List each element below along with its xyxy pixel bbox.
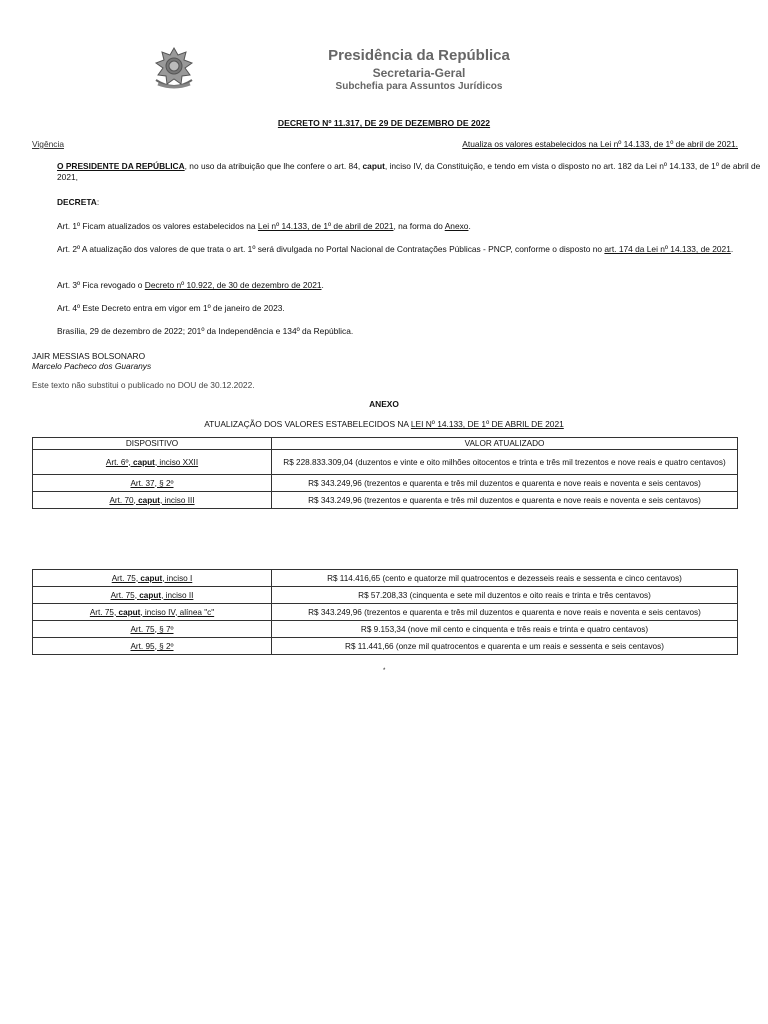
table-row (33, 638, 738, 655)
table-row (33, 475, 738, 492)
vigencia-link[interactable]: Vigência (32, 139, 64, 149)
dispositivo-inciso: , inciso I (162, 573, 193, 583)
valor-cell: R$ 9.153,34 (nove mil cento e cinquenta e três reais e trinta e quatro centavos) (272, 621, 738, 638)
preamble-president[interactable]: O PRESIDENTE DA REPÚBLICA (57, 161, 185, 171)
dispositivo-caput: caput (139, 590, 162, 600)
ementa-link[interactable]: Atualiza os valores estabelecidos na Lei nº 14.133, de 1º de abril de 2021. (462, 139, 738, 149)
col-dispositivo: DISPOSITIVO (33, 438, 272, 450)
dispositivo-cell[interactable] (33, 638, 272, 655)
dispositivo-caput: caput (133, 457, 155, 467)
preamble-text-1: , no uso da atribuição que lhe confere o art. 84, (184, 161, 363, 171)
footer-mark: * (383, 668, 386, 674)
minister-signature: Marcelo Pacheco dos Guaranys (32, 361, 152, 371)
dispositivo-inciso: , inciso IV, alínea "c" (140, 607, 215, 617)
article-3-end: . (321, 280, 324, 290)
lei-link[interactable]: Lei nº 14.133, de 1º de abril de 2021 (257, 221, 394, 231)
president-signature: JAIR MESSIAS BOLSONARO (32, 351, 146, 361)
dispositivo-cell[interactable] (33, 570, 272, 587)
dispositivo-inciso: , inciso XXII (154, 457, 199, 467)
anexo-title: ANEXO (369, 399, 399, 409)
preamble (32, 161, 763, 183)
decree-title[interactable]: DECRETO Nº 11.317, DE 29 DE DEZEMBRO DE 2022 (277, 118, 491, 128)
header-subsubtitle: Subchefia para Assuntos Jurídicos (335, 81, 503, 92)
table-row (33, 587, 738, 604)
dispositivo-caput: caput (138, 495, 160, 505)
dispositivo-cell[interactable] (33, 450, 272, 475)
anexo-subtitle-text: ATUALIZAÇÃO DOS VALORES ESTABELECIDOS NA (204, 419, 411, 429)
dispositivo-text: Art. 75, (110, 590, 140, 600)
valor-cell: R$ 57.208,33 (cinquenta e sete mil duzentos e oito reais e trinta e três centavos) (272, 587, 738, 604)
article-2 (32, 244, 763, 255)
dou-note: Este texto não substitui o publicado no DOU de 30.12.2022. (32, 380, 255, 390)
dispositivo-cell[interactable] (33, 587, 272, 604)
dispositivo-caput: caput (118, 607, 141, 617)
preamble-caput: caput (362, 161, 385, 171)
anexo-lei-link[interactable]: LEI Nº 14.133, DE 1º DE ABRIL DE 2021 (410, 419, 564, 429)
vigencia-row (32, 139, 738, 149)
valor-cell: R$ 343.249,96 (trezentos e quarenta e três mil duzentos e quarenta e nove reais e noventa e seis centavos) (272, 492, 738, 509)
dispositivo-text: Art. 37, § 2º (130, 478, 174, 488)
dispositivo-text: Art. 75, (89, 607, 119, 617)
article-1-end: . (468, 221, 471, 231)
anexo-link[interactable]: Anexo (444, 221, 469, 231)
table-row (33, 450, 738, 475)
valor-cell: R$ 11.441,66 (onze mil quatrocentos e quarenta e um reais e sessenta e seis centavos) (272, 638, 738, 655)
values-table-1 (32, 437, 738, 509)
decreta-colon: : (96, 197, 100, 207)
dispositivo-cell[interactable] (33, 604, 272, 621)
header-title: Presidência da República (328, 47, 510, 64)
article-3 (32, 280, 763, 291)
table-header-row (33, 438, 738, 450)
dispositivo-text: Art. 70, (109, 495, 139, 505)
table-row (33, 492, 738, 509)
dispositivo-cell[interactable] (33, 475, 272, 492)
table-row (33, 604, 738, 621)
values-table-2 (32, 569, 738, 655)
art-174-link[interactable]: art. 174 da Lei nº 14.133, de 2021 (604, 244, 731, 254)
preamble-text-2: , inciso IV, da Constituição, e tendo em vista o disposto no art. 182 da Lei nº 14.133, de 1º de abril de 2021, (57, 161, 761, 182)
article-1-text-2: , na forma do (393, 221, 445, 231)
valor-cell: R$ 343.249,96 (trezentos e quarenta e três mil duzentos e quarenta e nove reais e noventa e seis centavos) (272, 475, 738, 492)
article-4: Art. 4º Este Decreto entra em vigor em 1º de janeiro de 2023. (57, 303, 285, 313)
article-1 (32, 221, 763, 232)
dispositivo-cell[interactable] (33, 492, 272, 509)
signatures (32, 351, 151, 371)
dispositivo-inciso: , inciso II (161, 590, 194, 600)
dispositivo-inciso: , inciso III (159, 495, 195, 505)
dispositivo-text: Art. 95, § 2º (130, 641, 174, 651)
col-valor: VALOR ATUALIZADO (272, 438, 738, 450)
decreta (32, 197, 763, 208)
dispositivo-caput: caput (140, 573, 163, 583)
header-subtitle: Secretaria-Geral (372, 66, 466, 80)
valor-cell: R$ 114.416,65 (cento e quatorze mil quatrocentos e dezesseis reais e sessenta e cinco centavos) (272, 570, 738, 587)
article-2-end: . (730, 244, 734, 254)
dispositivo-cell[interactable] (33, 621, 272, 638)
closing-line: Brasília, 29 de dezembro de 2022; 201º da Independência e 134º da República. (57, 326, 354, 336)
table-row (33, 621, 738, 638)
decreta-word: DECRETA (57, 197, 97, 207)
dispositivo-text: Art. 6º, (105, 457, 134, 467)
valor-cell: R$ 228.833.309,04 (duzentos e vinte e oito milhões oitocentos e trinta e três mil trezentos e nove reais e quatro centavos) (272, 450, 738, 475)
valor-cell: R$ 343.249,96 (trezentos e quarenta e três mil duzentos e quarenta e nove reais e noventa e seis centavos) (272, 604, 738, 621)
dispositivo-text: Art. 75, § 7º (130, 624, 174, 634)
page-header (0, 44, 768, 96)
table-row (33, 570, 738, 587)
anexo-subtitle (0, 419, 768, 429)
decreto-10922-link[interactable]: Decreto nº 10.922, de 30 de dezembro de 2021 (144, 280, 322, 290)
article-2-text: Art. 2º A atualização dos valores de que trata o art. 1º será divulgada no Portal Nacional de Contratações Públicas - PNCP, conforme o disposto no (57, 244, 605, 254)
dispositivo-text: Art. 75, (111, 573, 141, 583)
article-1-text: Art. 1º Ficam atualizados os valores estabelecidos na (57, 221, 258, 231)
article-3-text: Art. 3º Fica revogado o (57, 280, 145, 290)
